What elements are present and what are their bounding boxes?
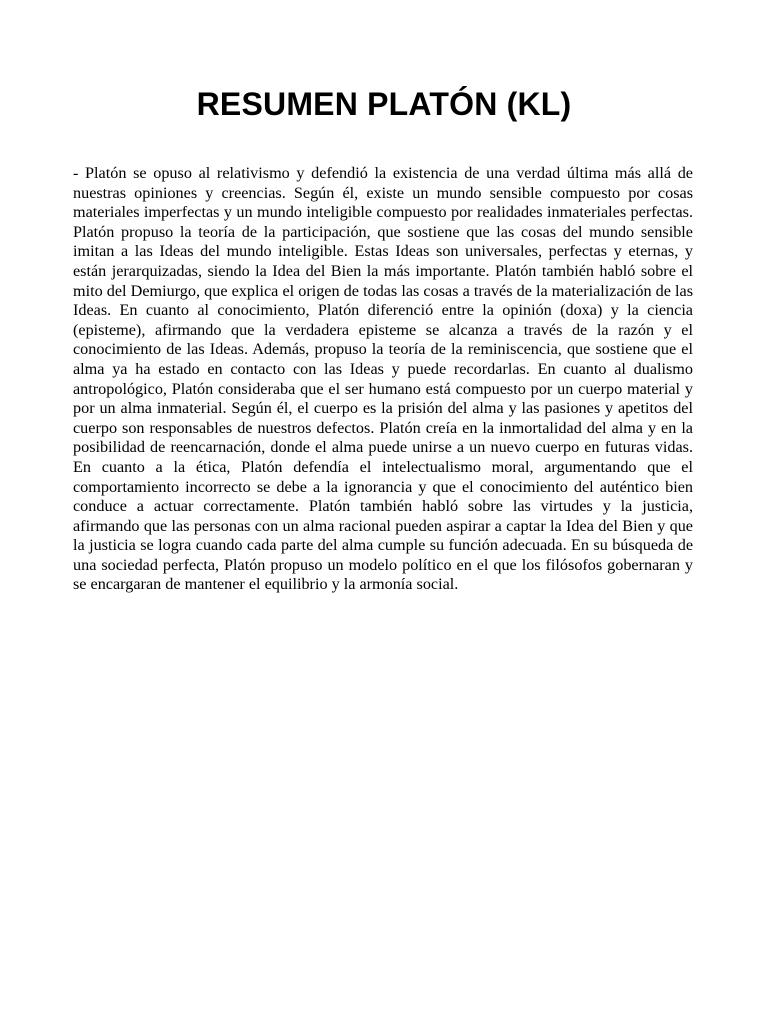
- document-title: RESUMEN PLATÓN (KL): [196, 86, 572, 122]
- document-paragraph: - Platón se opuso al relativismo y defendió la existencia de una verdad última más allá de nuestras opiniones y creencias. Según él, existe un mundo sensible compuesto por cosas materiales imperfectas y un mundo inteligible compuesto por realidades inmateriales perfectas. Platón propuso la teoría de la participación, que sostiene que las cosas del mundo sensible imitan a las Ideas del mundo inteligible. Estas Ideas son universales, perfectas y eternas, y están jerarquizadas, siendo la Idea del Bien la más importante. Platón también habló sobre el mito del Demiurgo, que explica el origen de todas las cosas a través de la materialización de las Ideas. En cuanto al conocimiento, Platón diferenció entre la opinión (doxa) y la ciencia (episteme), afirmando que la verdadera episteme se alcanza a través de la razón y el conocimiento de las Ideas. Además, propuso la teoría de la reminiscencia, que sostiene que el alma ya ha estado en contacto con las Ideas y puede recordarlas. En cuanto al dualismo antropológico, Platón consideraba que el ser humano está compuesto por un cuerpo material y por un alma inmaterial. Según él, el cuerpo es la prisión del alma y las pasiones y apetitos del cuerpo son responsables de nuestros defectos. Platón creía en la inmortalidad del alma y en la posibilidad de reencarnación, donde el alma puede unirse a un nuevo cuerpo en futuras vidas. En cuanto a la ética, Platón defendía el intelectualismo moral, argumentando que el comportamiento incorrecto se debe a la ignorancia y que el conocimiento del auténtico bien conduce a actuar correctamente. Platón también habló sobre las virtudes y la justicia, afirmando que las personas con un alma racional pueden aspirar a captar la Idea del Bien y que la justicia se logra cuando cada parte del alma cumple su función adecuada. En su búsqueda de una sociedad perfecta, Platón propuso un modelo político en el que los filósofos gobernaran y se encargaran de mantener el equilibrio y la armonía social.: [73, 164, 693, 594]
